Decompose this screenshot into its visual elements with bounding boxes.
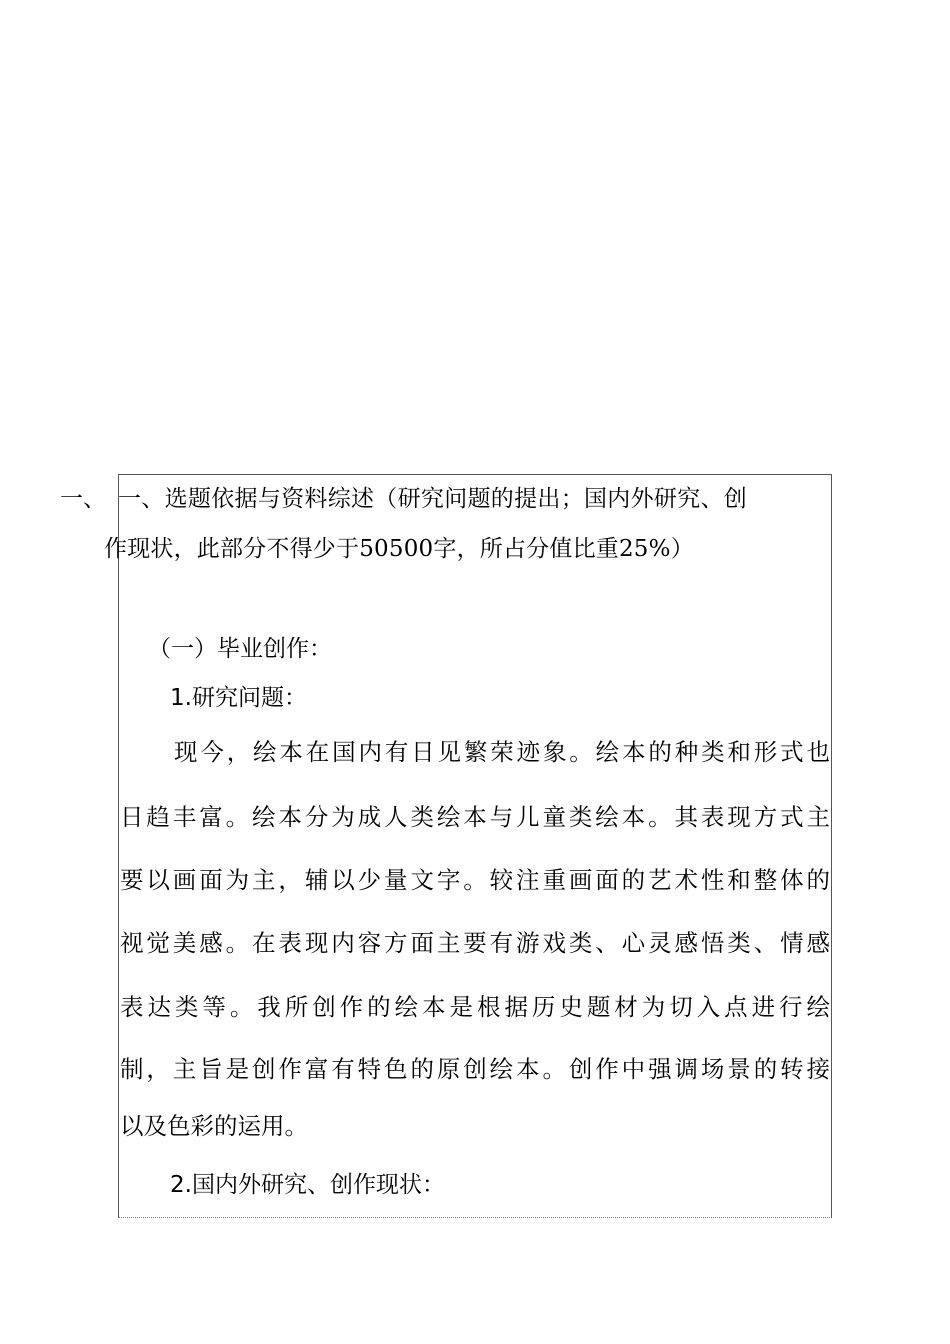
paragraph-line: 要以画面为主，辅以少量文字。较注重画面的艺术性和整体的 [120,866,830,894]
item-title-research-status: 2.国内外研究、创作现状： [170,1172,445,1198]
paragraph-line: 表达类等。我所创作的绘本是根据历史题材为切入点进行绘 [120,993,830,1021]
subsection-title: （一）毕业创作： [148,636,332,662]
outer-section-number: 一、 [60,486,106,512]
item-title-research-question: 1.研究问题： [170,685,307,711]
paragraph-line: 日趋丰富。绘本分为成人类绘本与儿童类绘本。其表现方式主 [120,803,830,831]
paragraph-line: 现今，绘本在国内有日见繁荣迹象。绘本的种类和形式也 [174,738,830,766]
paragraph-line: 制，主旨是创作富有特色的原创绘本。创作中强调场景的转接 [120,1055,830,1083]
paragraph-line: 视觉美感。在表现内容方面主要有游戏类、心灵感悟类、情感 [120,929,830,957]
section-heading-line-1: 一、选题依据与资料综述（研究问题的提出；国内外研究、创 [118,486,748,512]
table-cell-frame [118,474,832,1218]
paragraph-line: 以及色彩的运用。 [120,1112,308,1140]
section-heading-line-2: 作现状，此部分不得少于50500字，所占分值比重25%） [104,536,694,562]
